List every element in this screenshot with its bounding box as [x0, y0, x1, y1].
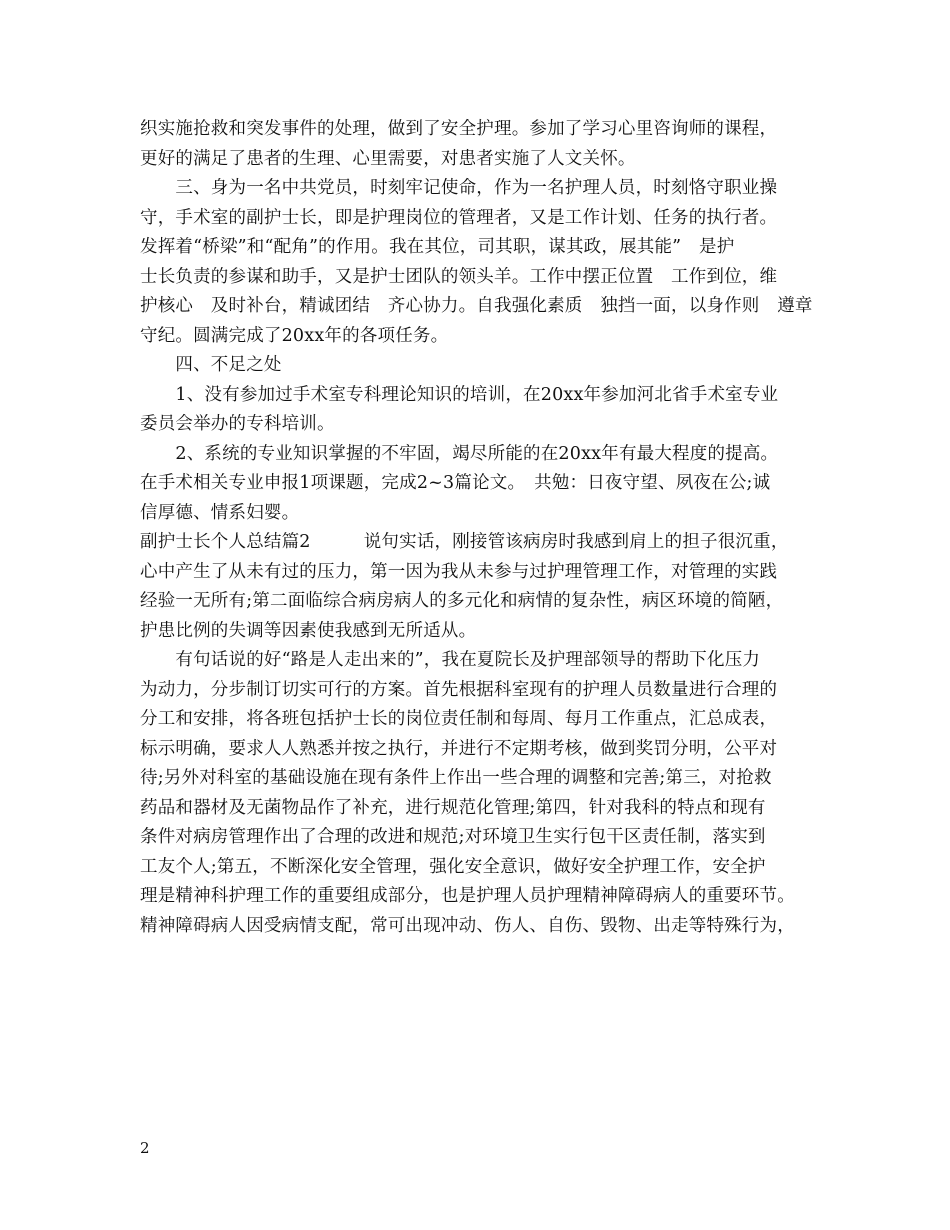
text-line: 分工和安排，将各班包括护士长的岗位责任制和每周、每月工作重点，汇总成表， — [140, 709, 778, 729]
section-heading: 四、不足之处 — [140, 355, 282, 375]
text-line: 有句话说的好“路是人走出来的”，我在夏院长及护理部领导的帮助下化压力 — [140, 650, 761, 670]
text-line: 理是精神科护理工作的重要组成部分，也是护理人员护理精神障碍病人的重要环节。 — [140, 886, 795, 906]
text-line: 精神障碍病人因受病情支配，常可出现冲动、伤人、自伤、毁物、出走等特殊行为， — [140, 915, 795, 936]
document-body — [140, 115, 830, 941]
text-line: 药品和器材及无菌物品作了补充，进行规范化管理;第四，针对我科的特点和现有 — [140, 797, 766, 818]
text-line: 护核心 及时补台，精诚团结 齐心协力。自我强化素质 独挡一面，以身作则 遵章 — [140, 296, 813, 316]
page-number: 2 — [140, 1139, 150, 1157]
text-line: 守纪。圆满完成了20xx年的各项任务。 — [140, 325, 449, 346]
text-line: 条件对病房管理作出了合理的改进和规范;对环境卫生实行包干区责任制，落实到 — [140, 827, 766, 847]
text-line: 守，手术室的副护士长，即是护理岗位的管理者，又是工作计划、任务的执行者。 — [140, 207, 778, 228]
text-line: 标示明确，要求人人熟悉并按之执行，并进行不定期考核，做到奖罚分明，公平对 — [140, 738, 778, 759]
text-line: 为动力，分步制订切实可行的方案。首先根据科室现有的护理人员数量进行合理的 — [140, 679, 778, 700]
text-line: 心中产生了从未有过的压力，第一因为我从未参与过护理管理工作，对管理的实践 — [140, 561, 778, 582]
text-line: 1、没有参加过手术室专科理论知识的培训，在20xx年参加河北省手术室专业 — [140, 384, 779, 405]
text-line: 织实施抢救和突发事件的处理，做到了安全护理。参加了学习心里咨询师的课程， — [140, 119, 778, 139]
text-line: 发挥着“桥梁”和“配角”的作用。我在其位，司其职，谋其政，展其能” 是护 — [140, 237, 735, 257]
text-line: 2、系统的专业知识掌握的不牢固，竭尽所能的在20xx年有最大程度的提高。 — [140, 443, 779, 464]
text-line: 经验一无所有;第二面临综合病房病人的多元化和病情的复杂性，病区环境的简陋， — [140, 591, 784, 611]
text-line: 委员会举办的专科培训。 — [140, 414, 335, 434]
text-line: 待;另外对科室的基础设施在现有条件上作出一些合理的调整和完善;第三，对抢救 — [140, 768, 772, 788]
text-line: 更好的满足了患者的生理、心里需要，对患者实施了人文关怀。 — [140, 148, 636, 169]
text-line: 士长负责的参谋和助手，又是护士团队的领头羊。工作中摆正位置 工作到位，维 — [140, 266, 778, 287]
text-line: 副护士长个人总结篇2 说句实话，刚接管该病房时我感到肩上的担子很沉重， — [140, 532, 789, 552]
text-line: 在手术相关专业申报1项课题，完成2~3篇论文。 共勉：日夜守望、夙夜在公;诚 — [140, 473, 771, 493]
text-line: 护患比例的失调等因素使我感到无所适从。 — [140, 620, 477, 641]
text-line: 三、身为一名中共党员，时刻牢记使命，作为一名护理人员，时刻恪守职业操 — [140, 178, 778, 198]
text-line: 信厚德、情系妇婴。 — [140, 502, 300, 523]
text-line: 工友个人;第五，不断深化安全管理，强化安全意识，做好安全护理工作，安全护 — [140, 856, 766, 877]
